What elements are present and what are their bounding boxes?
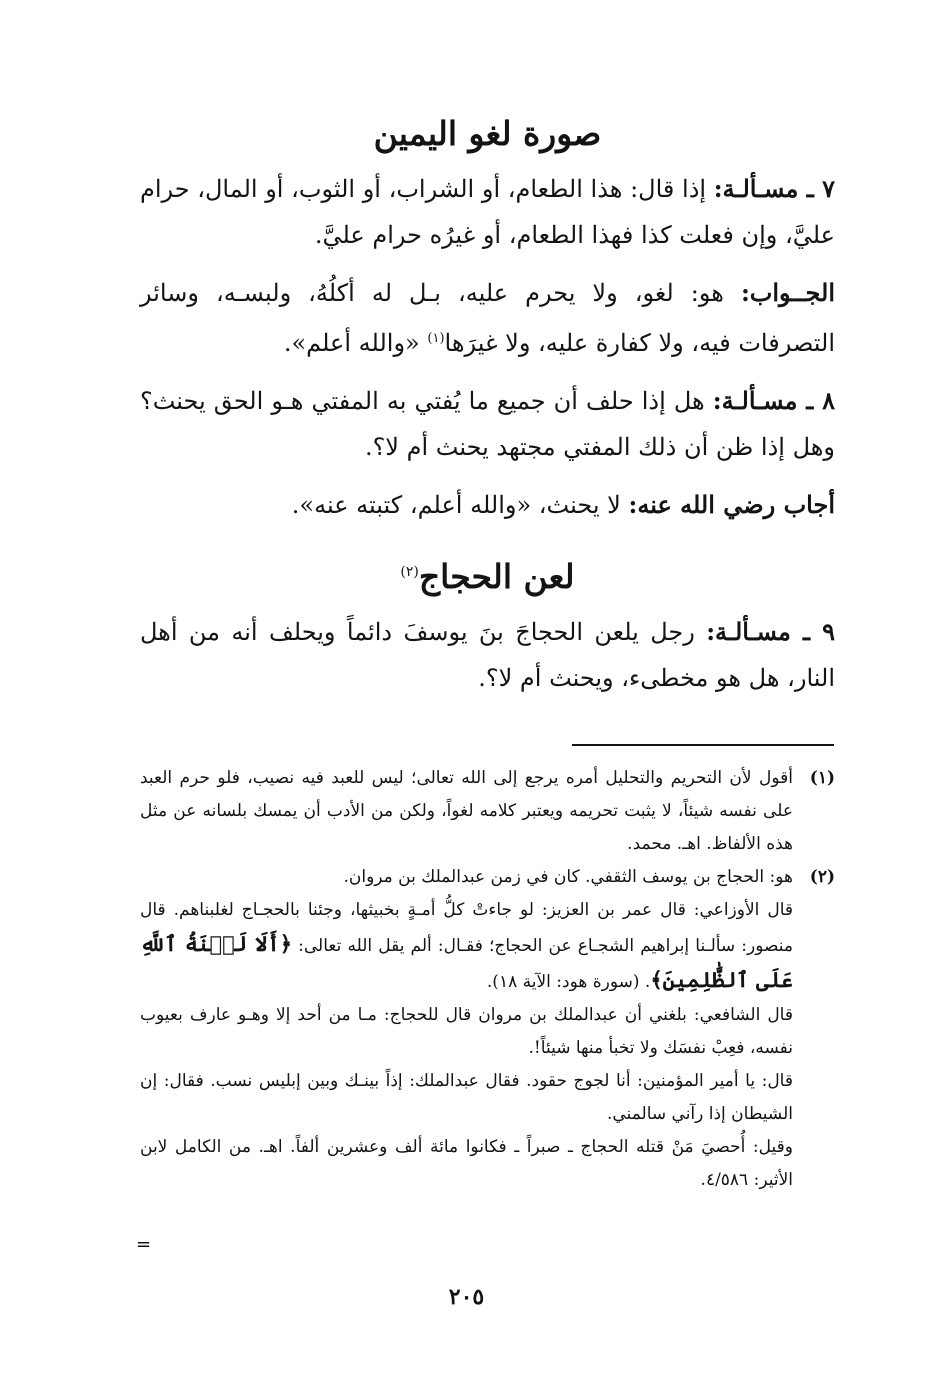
footnote-1-number: (١) bbox=[809, 768, 835, 788]
question-9-text: رجل يلعن الحجاجَ بنَ يوسفَ دائماً ويحلف أنه من أهل النار، هل هو مخطىء، ويحنث أم لا؟. bbox=[140, 618, 835, 692]
footnote-2 bbox=[140, 861, 835, 1197]
question-8 bbox=[140, 378, 835, 470]
footnote-2-para-3: قال الشافعي: بلغني أن عبدالملك بن مروان قال للحجاج: مـا من أحد إلا وهـو عارف بعيوب نفسه، فعِبْ نفسَك ولا تخبأ منها شيئاً!. bbox=[140, 1005, 793, 1058]
footnote-2-body bbox=[140, 861, 793, 1197]
footnote-2-para-2-tail: . (سورة هود: الآية ١٨). bbox=[486, 972, 651, 992]
section-title-text: صورة لغو اليمين bbox=[373, 114, 602, 153]
footnote-2-para-4: قال: يا أمير المؤمنين: أنا لجوج حقود. فقال عبدالملك: إذاً بينـك وبين إبليس نسب. فقال: إن الشيطان إذا رآني سالمني. bbox=[140, 1071, 793, 1124]
answer-7-tail: «والله أعلم». bbox=[283, 329, 428, 357]
answer-7 bbox=[140, 270, 835, 366]
answer-7-text: هو: لغو، ولا يحرم عليه، بـل له أكلُهُ، ولبسـه، وسائر التصرفات فيه، ولا كفارة عليه، ولا غيرَها bbox=[140, 279, 835, 357]
answer-8 bbox=[140, 482, 835, 528]
footnote-separator bbox=[572, 744, 834, 746]
footnote-1-text: أقول لأن التحريم والتحليل أمره يرجع إلى الله تعالى؛ ليس للعبد فيه نصيب، فلو حرم العبد على نفسه شيئاً، لا يثبت تحريمه ويعتبر كلامه لغواً، ولكن من الأدب أن يمسك بلسانه عن مثل هذه الألفاظ. اهـ. محمد. bbox=[140, 768, 793, 854]
footnote-2-para-1: هو: الحجاج بن يوسف الثقفي. كان في زمن عبدالملك بن مروان. bbox=[343, 867, 793, 887]
footnote-2-number: (٢) bbox=[809, 867, 835, 887]
footnote-2-para-2-text: قال الأوزاعي: قال عمر بن العزيز: لو جاءتْ كلُّ أمـةٍ بخبيثها، وجئنا بالحجـاج لغلبناهم. قال منصور: سألـنا إبراهيم الشجـاع عن الحجاج؛ فقـال: ألم يقل الله تعالى: bbox=[140, 900, 793, 956]
answer-7-label: الجــواب: bbox=[740, 278, 835, 307]
question-9 bbox=[140, 609, 835, 701]
question-7 bbox=[140, 166, 835, 258]
answer-8-label: أجاب رضي الله عنه: bbox=[628, 490, 835, 519]
quran-verse: ﴿أَلَا لَعۡنَةُ ٱللَّهِ عَلَى ٱلظَّٰلِمِينَ﴾ bbox=[140, 931, 793, 992]
footnote-ref-2[interactable]: (٢) bbox=[400, 564, 419, 580]
footnote-1 bbox=[140, 762, 835, 861]
footnote-2-para-2 bbox=[140, 894, 793, 999]
question-8-label: ٨ ـ مسـألـة: bbox=[712, 386, 835, 415]
question-7-label: ٧ ـ مسـألـة: bbox=[713, 174, 836, 203]
footnote-2-para-5: وقيل: أُحصيَ مَنْ قتله الحجاج ـ صبراً ـ فكانوا مائة ألف وعشرين ألفاً. اهـ. من الكامل لابن الأثير: ٤/٥٨٦. bbox=[140, 1137, 793, 1190]
section-title-oath-nullity bbox=[140, 108, 835, 160]
section-title-cursing-hajjaj bbox=[140, 546, 835, 603]
question-9-label: ٩ ـ مسـألـة: bbox=[706, 617, 835, 646]
question-7-text: إذا قال: هذا الطعام، أو الشراب، أو الثوب، أو المال، حرام عليَّ، وإن فعلت كذا فهذا الطعام، أو غيرُه حرام عليَّ. bbox=[140, 175, 835, 249]
section-title-text: لعن الحجاج bbox=[418, 557, 575, 596]
question-8-text: هل إذا حلف أن جميع ما يُفتي به المفتي هـو الحق يحنث؟ وهل إذا ظن أن ذلك المفتي مجتهد يحنث أم لا؟. bbox=[140, 387, 835, 461]
main-text bbox=[140, 108, 835, 713]
page-number: ٢٠٥ bbox=[448, 1284, 485, 1310]
footnote-1-body bbox=[140, 762, 793, 861]
footnotes bbox=[140, 762, 835, 1197]
continuation-mark: = bbox=[136, 1234, 152, 1255]
footnote-ref-1[interactable]: (١) bbox=[427, 331, 445, 346]
answer-8-text: لا يحنث، «والله أعلم، كتبته عنه». bbox=[291, 491, 629, 519]
